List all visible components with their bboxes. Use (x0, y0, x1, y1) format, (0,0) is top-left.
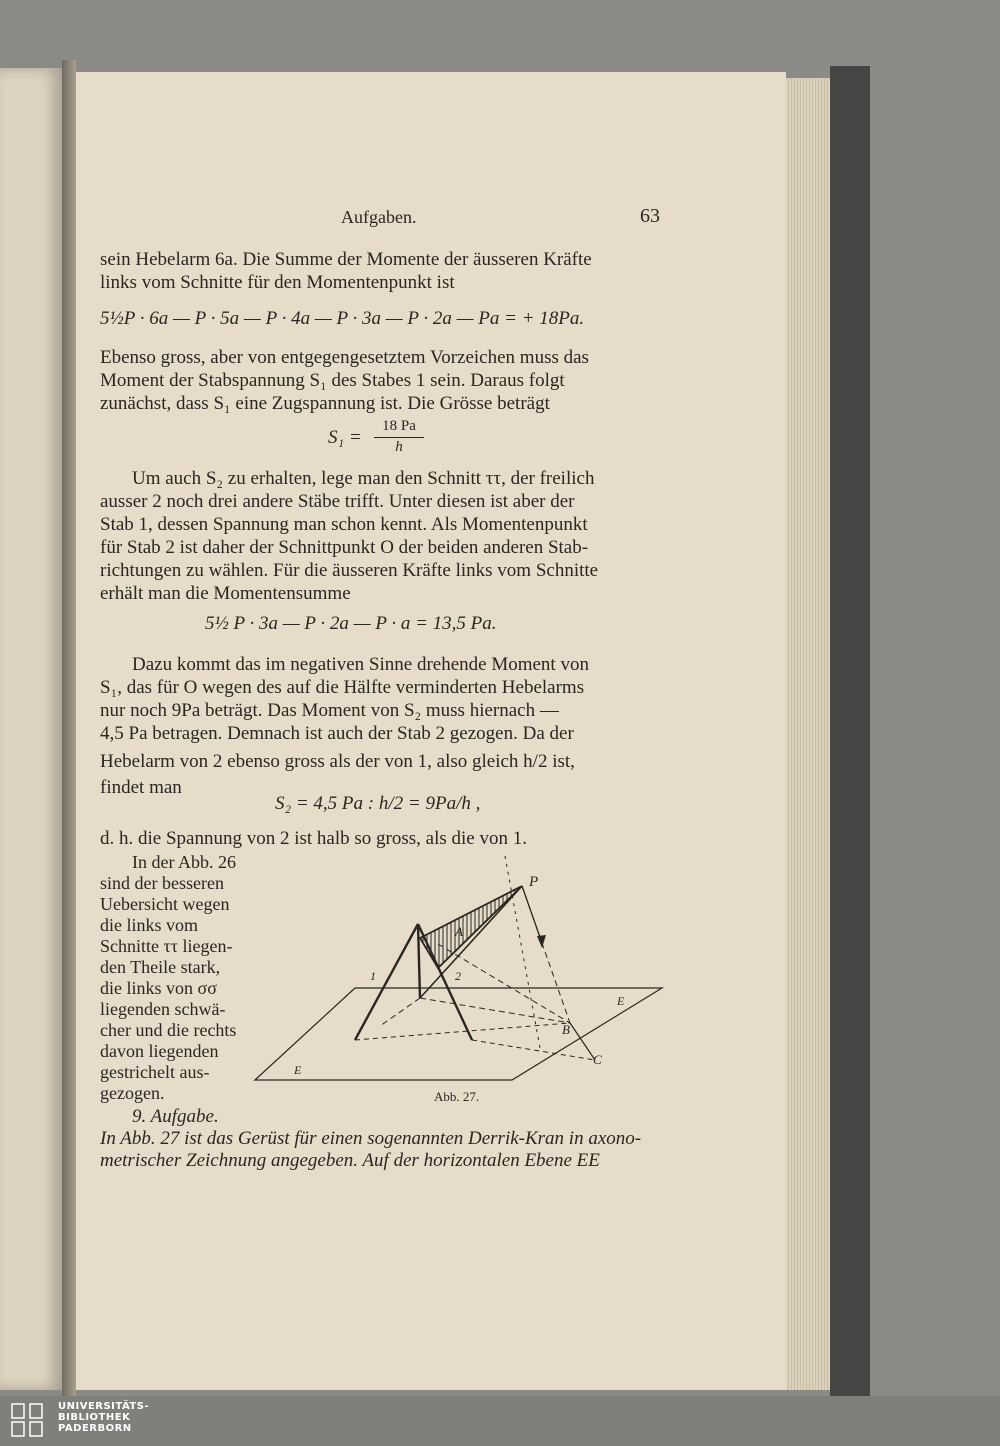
side-line: den Theile stark, (100, 957, 221, 977)
fraction-bar (374, 437, 424, 438)
body-line: für Stab 2 ist daher der Schnittpunkt O der beiden anderen Stab- (100, 537, 589, 558)
body-line: zunächst, dass S₁ eine Zugspannung ist. Die Grösse beträgt (100, 393, 550, 414)
side-line: Schnitte ττ liegen- (100, 936, 233, 956)
library-logo (8, 1400, 168, 1442)
page-number: 63 (640, 205, 660, 227)
side-line: liegenden schwä- (100, 999, 226, 1019)
equation-s1-denominator: h (395, 439, 403, 455)
mast (418, 924, 420, 998)
book-gutter (62, 60, 76, 1396)
side-line: In der Abb. 26 (132, 852, 236, 872)
body-line: richtungen zu wählen. Für die äusseren Kräfte links vom Schnitte (100, 560, 599, 581)
page-edges (786, 78, 830, 1390)
library-name-line: UNIVERSITÄTS- (58, 1401, 150, 1412)
task-line: metrischer Zeichnung angegeben. Auf der horizontalen Ebene EE (100, 1150, 600, 1171)
jib-triangle (420, 886, 522, 968)
body-line: ausser 2 noch drei andere Stäbe trifft. Unter diesen ist aber der (100, 491, 575, 512)
side-line: Uebersicht wegen (100, 894, 230, 914)
body-line: findet man (100, 777, 182, 798)
body-line: Dazu kommt das im negativen Sinne drehende Moment von (132, 654, 589, 675)
derrick-crane-figure (250, 848, 670, 1108)
task-line: In Abb. 27 ist das Gerüst für einen sogenannten Derrik-Kran in axono- (100, 1128, 642, 1149)
label-e-right: E (617, 994, 625, 1008)
library-emblem-icon (10, 1402, 44, 1438)
side-line: die links von σσ (100, 978, 217, 998)
library-name-line: PADERBORN (58, 1423, 132, 1434)
body-line: links vom Schnitte für den Momentenpunkt ist (100, 272, 455, 293)
body-line: 4,5 Pa betragen. Demnach ist auch der Stab 2 gezogen. Da der (100, 723, 574, 744)
body-line: nur noch 9Pa beträgt. Das Moment von S₂ muss hiernach — (100, 700, 559, 721)
body-line: S₁, das für O wegen des auf die Hälfte verminderten Hebelarms (100, 677, 585, 698)
body-line: Stab 1, dessen Spannung man schon kennt. Als Momentenpunkt (100, 514, 588, 535)
label-a: A (455, 924, 463, 939)
equation-s1-lhs: S₁ = (328, 427, 362, 448)
body-line: Ebenso gross, aber von entgegengesetztem Vorzeichen muss das (100, 347, 589, 368)
side-line: gezogen. (100, 1083, 165, 1103)
body-line: d. h. die Spannung von 2 ist halb so gross, als die von 1. (100, 828, 527, 849)
equation-moment-sum-2: 5½ P · 3a — P · 2a — P · a = 13,5 Pa. (205, 613, 497, 634)
side-line: cher und die rechts (100, 1020, 237, 1040)
side-line: sind der besseren (100, 873, 224, 893)
equation-moment-sum: 5½P · 6a — P · 5a — P · 4a — P · 3a — P · 2a — Pa = + 18Pa. (100, 308, 585, 329)
library-name-line: BIBLIOTHEK (58, 1412, 131, 1423)
equation-s2: S₂ = 4,5 Pa : h/2 = 9Pa/h , (275, 793, 481, 814)
body-line: Moment der Stabspannung S₁ des Stabes 1 sein. Daraus folgt (100, 370, 565, 391)
body-line: sein Hebelarm 6a. Die Summe der Momente der äusseren Kräfte (100, 249, 592, 270)
body-line: Um auch S₂ zu erhalten, lege man den Schnitt ττ, der freilich (132, 468, 595, 489)
body-line: Hebelarm von 2 ebenso gross als der von 1, also gleich h/2 ist, (100, 751, 575, 772)
side-line: die links vom (100, 915, 198, 935)
label-p: P (529, 874, 539, 890)
label-2: 2 (455, 969, 461, 983)
label-1: 1 (370, 969, 376, 983)
equation-s1-numerator: 18 Pa (382, 418, 416, 434)
bar-1 (355, 924, 418, 1040)
body-line: erhält man die Momentensumme (100, 583, 351, 604)
label-e-left: E (294, 1063, 302, 1077)
book-cover (830, 66, 870, 1396)
side-line: davon liegenden (100, 1041, 219, 1061)
task-heading: 9. Aufgabe. (132, 1106, 219, 1127)
running-header: Aufgaben. (341, 207, 417, 227)
figure-caption: Abb. 27. (434, 1089, 480, 1104)
label-c: C (593, 1052, 602, 1067)
left-page-edge (0, 68, 62, 1390)
label-b: B (562, 1022, 570, 1037)
side-line: gestrichelt aus- (100, 1062, 210, 1082)
